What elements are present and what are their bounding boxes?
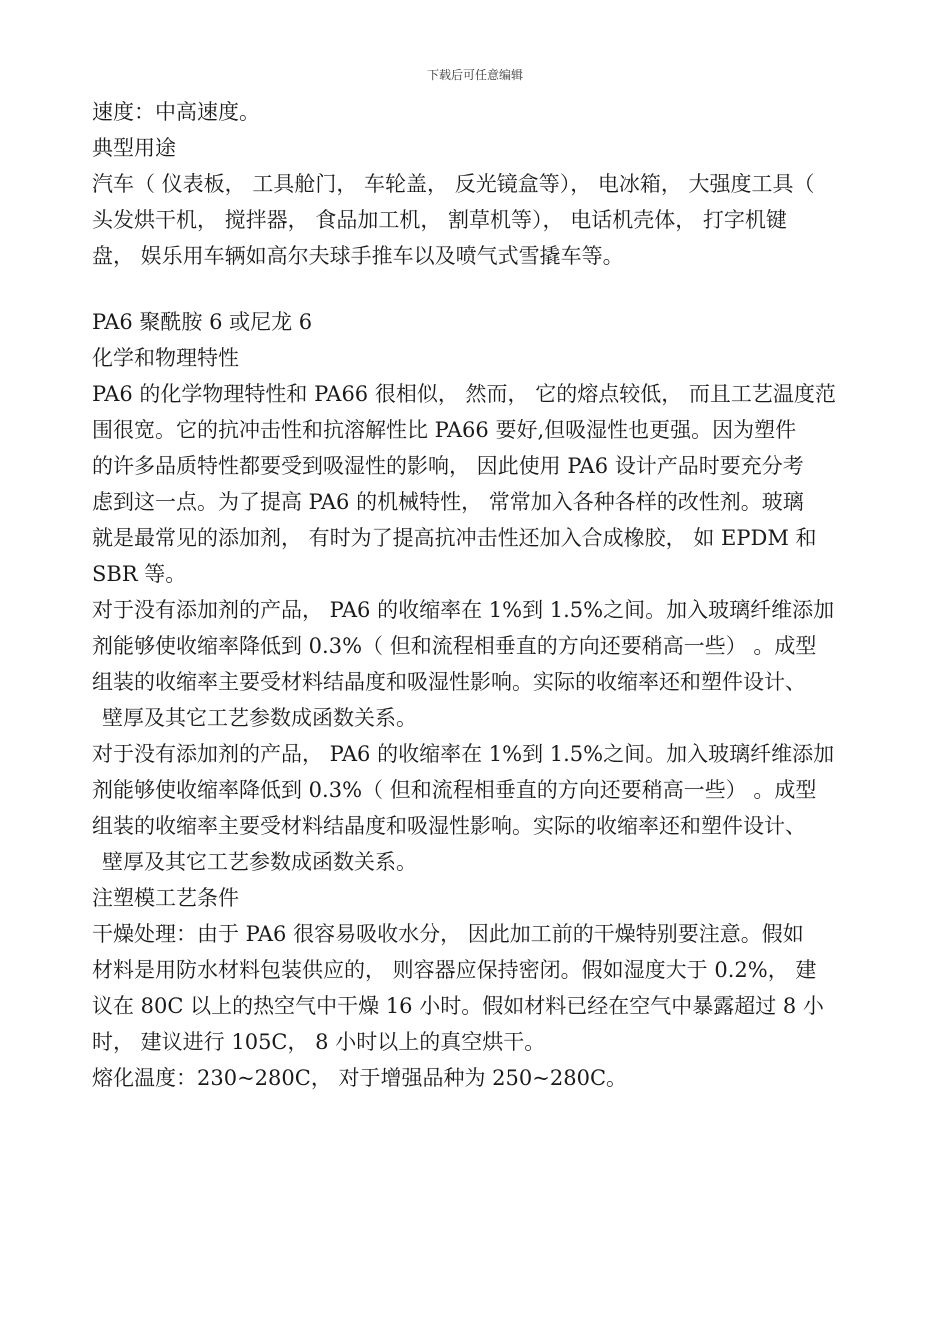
shrinkage-line: 壁厚及其它工艺参数成函数关系。	[102, 706, 417, 730]
melt-temperature-line: 熔化温度：230~280C， 对于增强品种为 250~280C。	[92, 1066, 628, 1090]
uses-line: 头发烘干机， 搅拌器， 食品加工机， 割草机等）， 电话机壳体， 打字机键	[92, 208, 787, 232]
drying-line: 议在 80C 以上的热空气中干燥 16 小时。假如材料已经在空气中暴露超过 8 小	[92, 994, 824, 1018]
properties-line: 虑到这一点。为了提高 PA6 的机械特性， 常常加入各种各样的改性剂。玻璃	[92, 490, 804, 514]
page-header: 下载后可任意编辑	[426, 68, 523, 82]
shrinkage-line: 对于没有添加剂的产品， PA6 的收缩率在 1%到 1.5%之间。加入玻璃纤维添加	[92, 598, 835, 622]
properties-line: PA6 的化学物理特性和 PA66 很相似， 然而， 它的熔点较低， 而且工艺温度范	[92, 382, 836, 406]
document-body	[92, 94, 882, 1096]
molding-title: 注塑模工艺条件	[92, 886, 239, 910]
shrinkage-line: 组装的收缩率主要受材料结晶度和吸湿性影响。实际的收缩率还和塑件设计、	[92, 670, 806, 694]
section-title: PA6 聚酰胺 6 或尼龙 6	[92, 310, 313, 334]
properties-line: 的许多品质特性都要受到吸湿性的影响， 因此使用 PA6 设计产品时要充分考	[92, 454, 804, 478]
properties-line: SBR 等。	[92, 562, 187, 586]
shrinkage-line: 剂能够使收缩率降低到 0.3%（ 但和流程相垂直的方向还要稍高一些） 。成型	[92, 634, 817, 658]
shrinkage-repeat-line: 壁厚及其它工艺参数成函数关系。	[102, 850, 417, 874]
shrinkage-repeat-line: 剂能够使收缩率降低到 0.3%（ 但和流程相垂直的方向还要稍高一些） 。成型	[92, 778, 817, 802]
section-subtitle: 化学和物理特性	[92, 346, 239, 370]
drying-line: 干燥处理：由于 PA6 很容易吸收水分， 因此加工前的干燥特别要注意。假如	[92, 922, 804, 946]
properties-line: 就是最常见的添加剂， 有时为了提高抗冲击性还加入合成橡胶， 如 EPDM 和	[92, 526, 817, 550]
shrinkage-repeat-line: 组装的收缩率主要受材料结晶度和吸湿性影响。实际的收缩率还和塑件设计、	[92, 814, 806, 838]
uses-line: 汽车（ 仪表板， 工具舱门， 车轮盖， 反光镜盒等）， 电冰箱， 大强度工具（	[92, 172, 815, 196]
uses-line: 盘， 娱乐用车辆如高尔夫球手推车以及喷气式雪撬车等。	[92, 244, 624, 268]
drying-line: 材料是用防水材料包装供应的， 则容器应保持密闭。假如湿度大于 0.2%， 建	[92, 958, 817, 982]
shrinkage-repeat-line: 对于没有添加剂的产品， PA6 的收缩率在 1%到 1.5%之间。加入玻璃纤维添加	[92, 742, 835, 766]
paragraph-gap	[92, 274, 882, 304]
properties-line: 围很宽。它的抗冲击性和抗溶解性比 PA66 要好,但吸湿性也更强。因为塑件	[92, 418, 797, 442]
uses-title: 典型用途	[92, 136, 176, 160]
speed-line: 速度：中高速度。	[92, 100, 260, 124]
drying-line: 时， 建议进行 105C， 8 小时以上的真空烘干。	[92, 1030, 546, 1054]
